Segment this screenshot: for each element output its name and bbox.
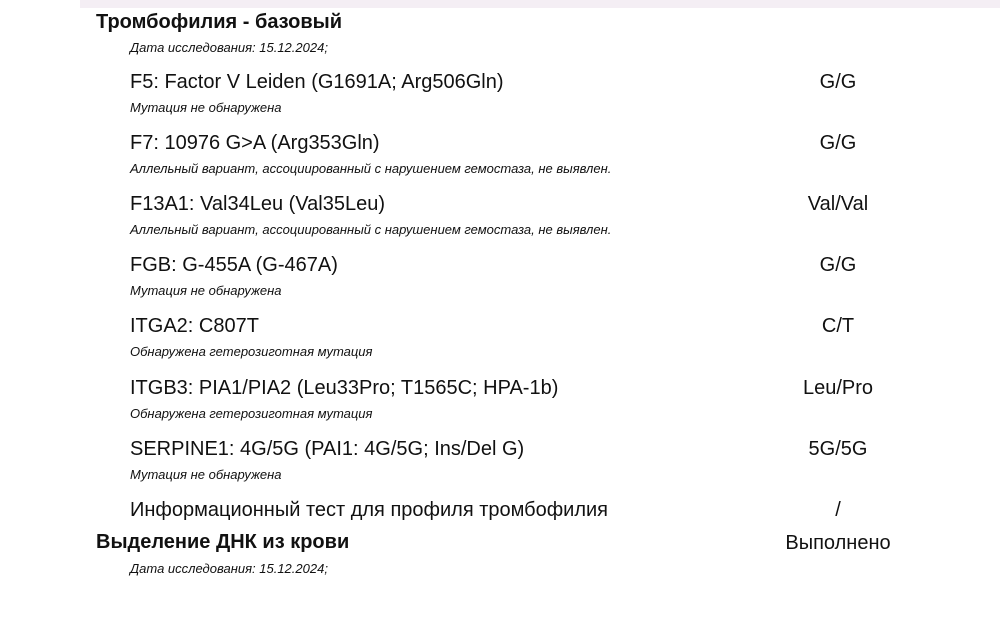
test-result: Val/Val	[807, 193, 869, 215]
test-row	[0, 193, 1000, 245]
test-name: SERPINE1: 4G/5G (PAI1: 4G/5G; Ins/Del G)	[130, 438, 525, 460]
test-note: Аллельный вариант, ассоциированный с нарушением гемостаза, не выявлен.	[130, 222, 612, 237]
test-result: C/T	[821, 315, 855, 337]
test-result: /	[835, 499, 841, 521]
study-date: Дата исследования: 15.12.2024;	[130, 561, 328, 576]
test-name: FGB: G-455A (G-467A)	[130, 254, 338, 276]
test-row	[0, 377, 1000, 429]
test-row	[0, 315, 1000, 367]
test-row	[0, 71, 1000, 123]
test-name: F13A1: Val34Leu (Val35Leu)	[130, 193, 385, 215]
test-result: G/G	[819, 132, 857, 154]
test-note: Мутация не обнаружена	[130, 467, 282, 482]
test-note: Обнаружена гетерозиготная мутация	[130, 344, 373, 359]
test-row	[0, 438, 1000, 490]
test-result: G/G	[819, 71, 857, 93]
section-title-thrombophilia: Тромбофилия - базовый	[96, 11, 343, 33]
test-name: F7: 10976 G>A (Arg353Gln)	[130, 132, 380, 154]
test-row	[0, 132, 1000, 184]
test-note: Мутация не обнаружена	[130, 283, 282, 298]
test-name: ITGB3: PIA1/PIA2 (Leu33Pro; T1565C; HPA-1b)	[130, 377, 559, 399]
test-name: ITGA2: C807T	[130, 315, 259, 337]
test-note: Мутация не обнаружена	[130, 100, 282, 115]
test-note: Обнаружена гетерозиготная мутация	[130, 406, 373, 421]
test-row	[0, 254, 1000, 306]
top-band	[80, 0, 1000, 8]
test-result: 5G/5G	[808, 438, 868, 460]
study-date: Дата исследования: 15.12.2024;	[130, 40, 328, 55]
test-name: Информационный тест для профиля тромбофилия	[130, 499, 609, 521]
dna-extraction-result: Выполнено	[785, 532, 891, 554]
test-note: Аллельный вариант, ассоциированный с нарушением гемостаза, не выявлен.	[130, 161, 612, 176]
test-result: Leu/Pro	[802, 377, 874, 399]
test-result: G/G	[819, 254, 857, 276]
section-title-dna-extraction: Выделение ДНК из крови	[96, 531, 350, 553]
test-name: F5: Factor V Leiden (G1691A; Arg506Gln)	[130, 71, 504, 93]
